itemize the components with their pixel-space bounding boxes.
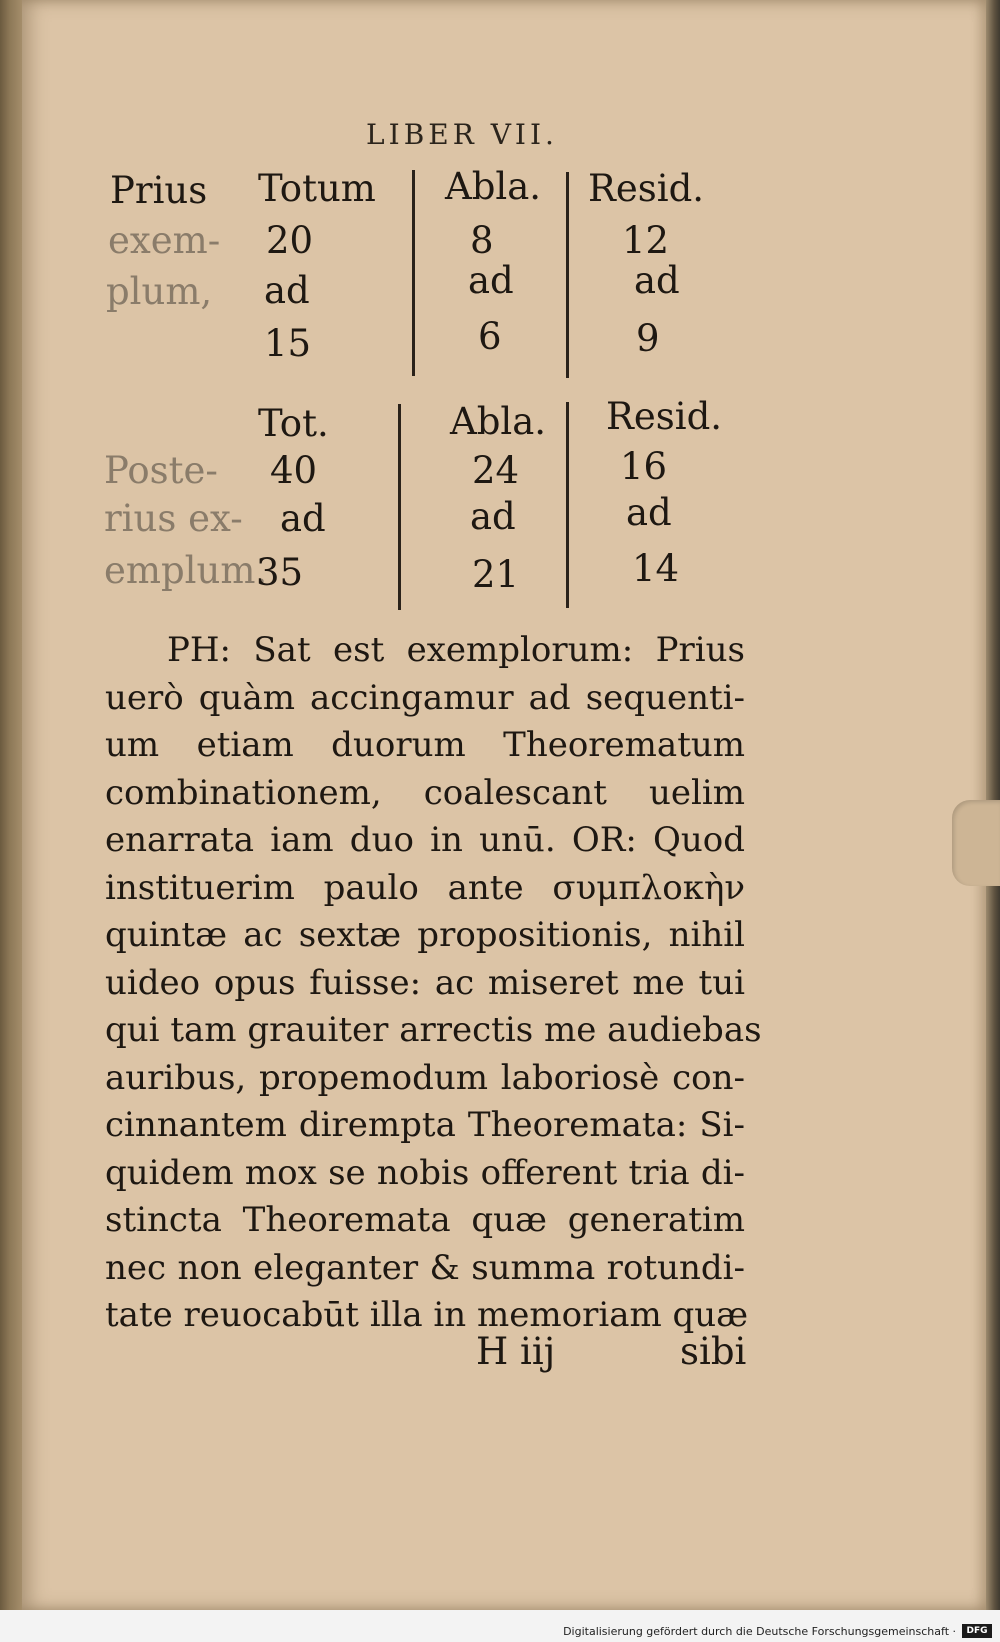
text-line: auribus, propemodum laboriosè con- [105, 1057, 745, 1098]
text-line: tate reuocabūt illa in memoriam quæ [105, 1295, 749, 1335]
table2-row2-label: rius ex- [104, 497, 243, 540]
table1-row2-resid: ad [634, 259, 680, 302]
signature-mark: H iij [476, 1330, 556, 1373]
body-text [105, 627, 762, 1340]
table1-row1-resid: 12 [622, 219, 670, 262]
book-spine [0, 0, 24, 1642]
text-line: quidem mox se nobis offerent tria di- [105, 1152, 745, 1193]
table2-row2-resid: ad [626, 491, 672, 534]
table2-divider-2 [566, 402, 569, 608]
table2-row3-abla: 21 [472, 553, 520, 596]
table1-header-prius: Prius [110, 169, 208, 212]
table1-row1-label: exem- [108, 219, 221, 262]
table2-header-resid: Resid. [606, 395, 723, 438]
table1-row2-label: plum, [106, 270, 213, 313]
text-line: instituerim paulo ante συμπλοκὴν [105, 867, 745, 908]
table2-divider-1 [398, 404, 401, 610]
table1-divider-2 [566, 172, 569, 378]
table2-row1-resid: 16 [620, 445, 668, 488]
table1-row3-resid: 9 [636, 317, 660, 360]
table1-divider-1 [412, 170, 415, 376]
digitization-credit: Digitalisierung gefördert durch die Deutsche Forschungsgemeinschaft · [563, 1625, 956, 1638]
table2-row2-abla: ad [470, 495, 516, 538]
table2-header-tot: Tot. [258, 402, 329, 445]
table2-row1-tot: 40 [270, 449, 318, 492]
table2-row1-abla: 24 [472, 449, 520, 492]
catchword: sibi [680, 1330, 747, 1373]
table1-row2-abla: ad [468, 259, 514, 302]
dfg-logo: DFG [962, 1624, 992, 1638]
text-line: uideo opus fuisse: ac miseret me tui [105, 962, 745, 1003]
table2-row3-resid: 14 [632, 547, 680, 590]
table1-row2-totum: ad [264, 269, 310, 312]
table2-row3-tot: 35 [256, 551, 304, 594]
text-line: enarrata iam duo in unū. OR: Quod [105, 820, 745, 860]
table1-row1-abla: 8 [470, 219, 494, 262]
text-line: stincta Theoremata quæ generatim [105, 1200, 745, 1240]
table2-row2-tot: ad [280, 497, 326, 540]
text-line: PH: Sat est exemplorum: Prius [167, 630, 745, 670]
table1-header-resid: Resid. [588, 167, 705, 210]
text-line: cinnantem dirempta Theoremata: Si- [105, 1105, 745, 1145]
table2-header-abla: Abla. [450, 400, 547, 443]
running-head: LIBER VII. [366, 118, 558, 151]
text-line: um etiam duorum Theorematum [105, 725, 745, 765]
table1-header-totum: Totum [258, 167, 376, 210]
table1-row3-totum: 15 [264, 322, 312, 365]
table2-row3-label: emplum. [104, 549, 268, 592]
text-line: nec non eleganter & summa rotundi- [105, 1247, 745, 1288]
table1-header-abla: Abla. [445, 165, 542, 208]
text-line: quintæ ac sextæ propositionis, nihil [105, 915, 745, 955]
table2-row1-label: Poste- [104, 449, 218, 492]
page-tab [952, 800, 1000, 886]
table1-row3-abla: 6 [478, 315, 502, 358]
text-line: qui tam grauiter arrectis me audiebas [105, 1010, 762, 1050]
text-line: uerò quàm accingamur ad sequenti- [105, 677, 745, 718]
text-line: combinationem, coalescant uelim [105, 772, 745, 813]
table1-row1-totum: 20 [266, 219, 314, 262]
